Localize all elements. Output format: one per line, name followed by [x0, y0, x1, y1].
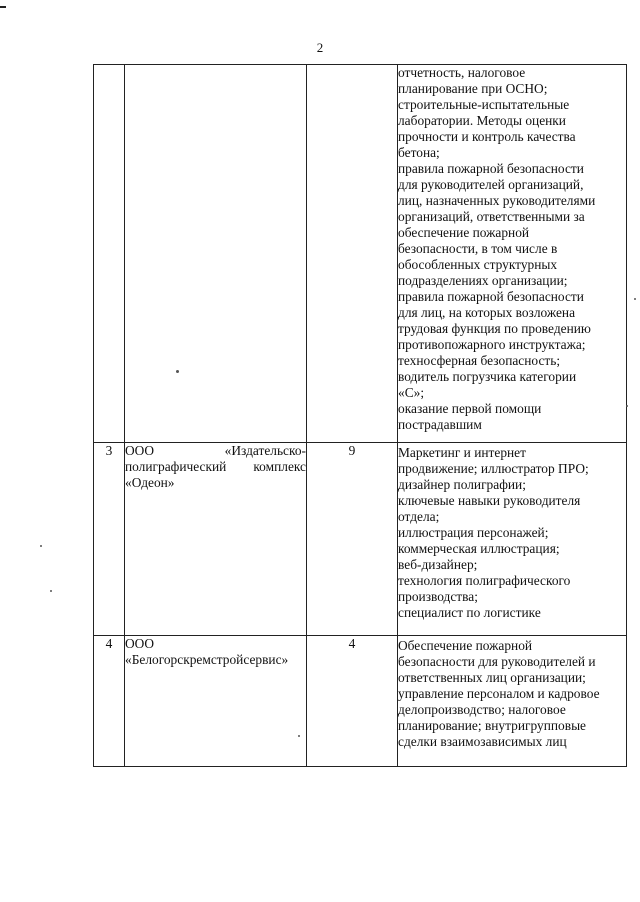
program-line: пострадавшим	[398, 417, 482, 432]
program-line: Маркетинг и интернет	[398, 445, 526, 460]
scan-speck	[40, 545, 42, 547]
program-line: отдела;	[398, 509, 440, 524]
organization-cell	[125, 443, 307, 636]
program-line: дизайнер полиграфии;	[398, 477, 526, 492]
row-number-cell: 3	[94, 443, 125, 636]
scan-edge-mark	[0, 6, 6, 8]
program-line: Обеспечение пожарной	[398, 638, 533, 653]
count-cell: 9	[307, 443, 398, 636]
scan-speck	[50, 590, 52, 592]
program-line: оказание первой помощи	[398, 401, 542, 416]
program-line: трудовая функция по проведению	[398, 321, 591, 336]
count-cell: 4	[307, 636, 398, 767]
program-line: иллюстрация персонажей;	[398, 525, 549, 540]
count-cell	[307, 65, 398, 443]
program-line: правила пожарной безопасности	[398, 289, 584, 304]
organization-cell	[125, 636, 307, 767]
organization-line: полиграфический комплекс	[125, 459, 306, 474]
program-line: производства;	[398, 589, 478, 604]
program-line: безопасности для руководителей и	[398, 654, 596, 669]
program-line: технология полиграфического	[398, 573, 571, 588]
program-line: безопасности, в том числе в	[398, 241, 558, 256]
organization-line: ООО «Издательско-	[125, 443, 306, 458]
program-line: веб-дизайнер;	[398, 557, 478, 572]
program-line: отчетность, налоговое	[398, 65, 526, 80]
programs-cell	[398, 636, 627, 767]
program-line: подразделениях организации;	[398, 273, 568, 288]
scan-speck	[298, 735, 300, 737]
program-line: организаций, ответственными за	[398, 209, 585, 224]
program-line: для лиц, на которых возложена	[398, 305, 576, 320]
organization-line: «Одеон»	[125, 475, 175, 490]
program-line: техносферная безопасность;	[398, 353, 561, 368]
row-number-cell: 4	[94, 636, 125, 767]
program-line: прочности и контроль качества	[398, 129, 576, 144]
page-number: 2	[316, 40, 324, 55]
program-line: «С»;	[398, 385, 425, 400]
program-line: обособленных структурных	[398, 257, 558, 272]
program-line: специалист по логистике	[398, 605, 541, 620]
program-line: противопожарного инструктажа;	[398, 337, 586, 352]
program-line: управление персоналом и кадровое	[398, 686, 600, 701]
organization-line: ООО	[125, 636, 155, 651]
programs-cell	[398, 65, 627, 443]
program-line: водитель погрузчика категории	[398, 369, 577, 384]
table-row	[94, 443, 627, 636]
program-line: строительные-испытательные	[398, 97, 570, 112]
program-line: лиц, назначенных руководителями	[398, 193, 596, 208]
program-line: планирование; внутригрупповые	[398, 718, 587, 733]
row-number-cell	[94, 65, 125, 443]
organizations-table	[93, 64, 627, 767]
table-row	[94, 65, 627, 443]
program-line: ключевые навыки руководителя	[398, 493, 581, 508]
program-line: лаборатории. Методы оценки	[398, 113, 566, 128]
program-line: коммерческая иллюстрация;	[398, 541, 560, 556]
program-line: сделки взаимозависимых лиц	[398, 734, 567, 749]
program-line: бетона;	[398, 145, 440, 160]
scan-speck	[634, 298, 636, 300]
scan-speck	[626, 405, 628, 407]
programs-cell	[398, 443, 627, 636]
program-line: обеспечение пожарной	[398, 225, 530, 240]
scan-speck	[176, 370, 179, 373]
program-line: продвижение; иллюстратор ПРО;	[398, 461, 589, 476]
program-line: ответственных лиц организации;	[398, 670, 586, 685]
program-line: делопроизводство; налоговое	[398, 702, 566, 717]
organization-cell	[125, 65, 307, 443]
organization-line: «Белогорскремстройсервис»	[125, 652, 289, 667]
program-line: правила пожарной безопасности	[398, 161, 584, 176]
program-line: планирование при ОСНО;	[398, 81, 548, 96]
table-row	[94, 636, 627, 767]
program-line: для руководителей организаций,	[398, 177, 584, 192]
